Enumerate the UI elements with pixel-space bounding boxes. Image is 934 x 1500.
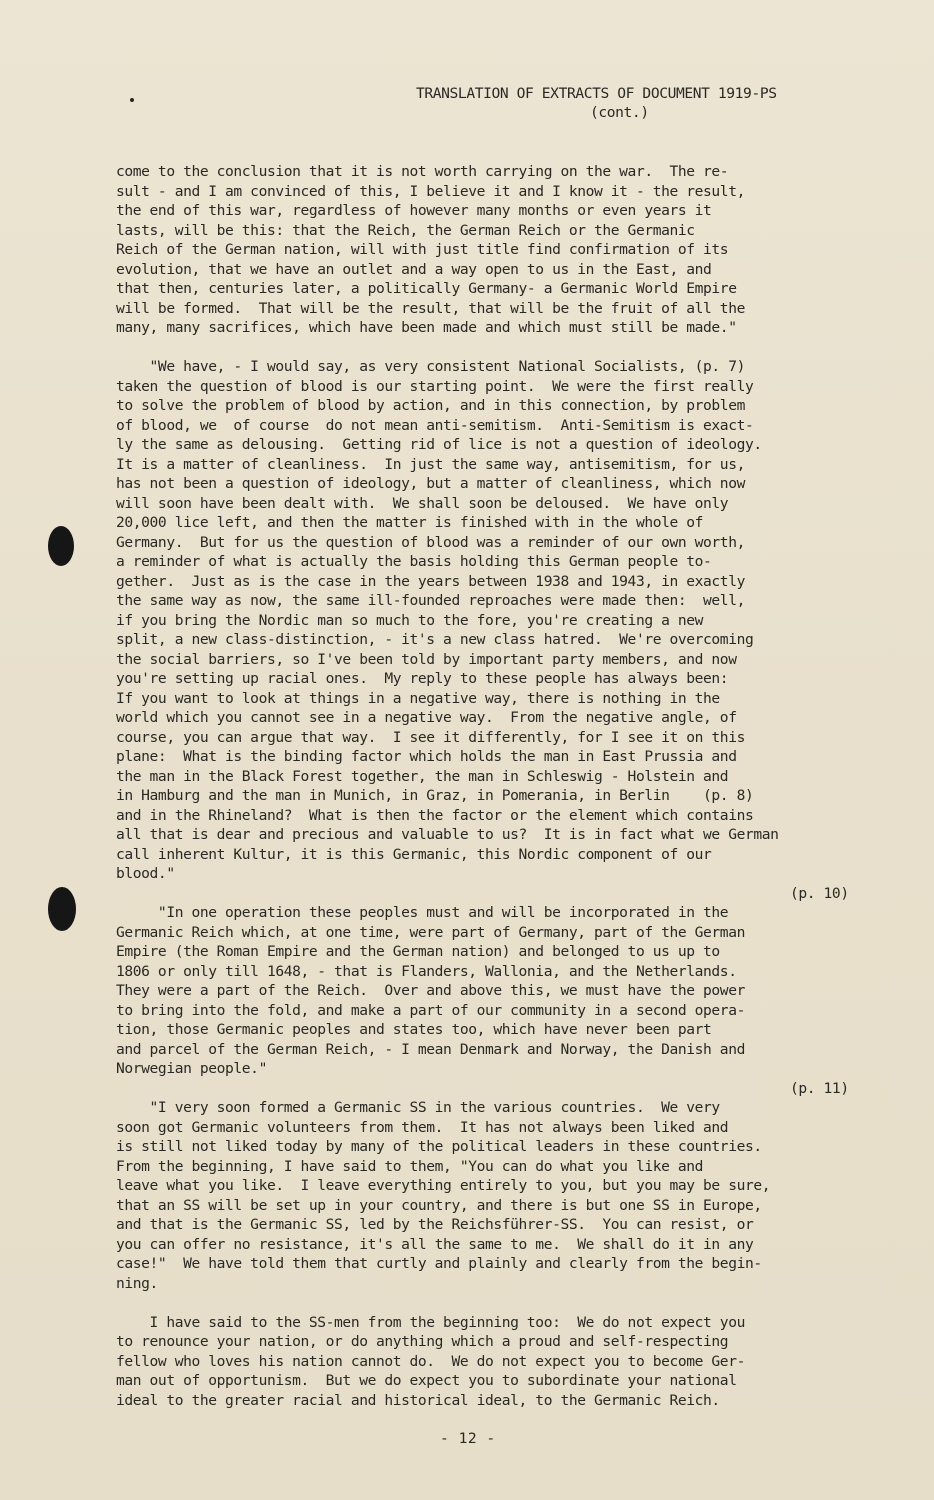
text-line: They were a part of the Reich. Over and above this, we must have the power [116, 982, 745, 999]
text-line: I have said to the SS-men from the beginning too: We do not expect you [116, 1313, 745, 1331]
text-line: lasts, will be this: that the Reich, the German Reich or the Germanic [116, 221, 695, 239]
text-line: the man in the Black Forest together, the man in Schleswig - Holstein and [116, 767, 729, 785]
text-line: ly the same as delousing. Getting rid of lice is not a question of ideology. [116, 436, 762, 453]
text-line: and parcel of the German Reich, - I mean Denmark and Norway, the Danish and [116, 1040, 745, 1058]
document-subtitle: (cont.) [590, 104, 649, 121]
text-line: will soon have been dealt with. We shall soon be deloused. We have only [116, 494, 729, 512]
text-line: if you bring the Nordic man so much to the fore, you're creating a new [116, 611, 704, 629]
text-line: to solve the problem of blood by action, and in this connection, by problem [116, 397, 745, 414]
text-line: blood." [116, 865, 175, 882]
text-line: to bring into the fold, and make a part of our community in a second opera- [116, 1001, 745, 1019]
text-line: and in the Rhineland? What is then the factor or the element which contains [116, 806, 754, 824]
text-line: has not been a question of ideology, but a matter of cleanliness, which now [116, 475, 745, 492]
text-line: Norwegian people." [116, 1060, 267, 1077]
text-line: tion, those Germanic peoples and states too, which have never been part [116, 1021, 712, 1038]
text-line: call inherent Kultur, it is this Germanic, this Nordic component of our [116, 845, 712, 863]
text-line: 1806 or only till 1648, - that is Flanders, Wallonia, and the Netherlands. [116, 962, 737, 980]
text-line: case!" We have told them that curtly and plainly and clearly from the begin- [116, 1255, 762, 1272]
paragraph-gap [116, 1293, 876, 1313]
page-number: - 12 - [440, 1430, 496, 1447]
text-line: "We have, - I would say, as very consistent National Socialists, (p. 7) [116, 358, 745, 375]
text-line: in Hamburg and the man in Munich, in Graz, in Pomerania, in Berlin (p. 8) [116, 787, 754, 804]
text-line: will be formed. That will be the result, that will be the fruit of all the [116, 299, 745, 317]
text-line: Germany. But for us the question of blood was a reminder of our own worth, [116, 533, 745, 551]
punch-hole [48, 887, 76, 931]
text-line: 20,000 lice left, and then the matter is finished with in the whole of [116, 514, 704, 531]
text-line: of blood, we of course do not mean anti-semitism. Anti-Semitism is exact- [116, 416, 754, 434]
text-line: the social barriers, so I've been told by important party members, and now [116, 650, 737, 668]
text-line: If you want to look at things in a negative way, there is nothing in the [116, 689, 720, 707]
text-line: come to the conclusion that it is not worth carrying on the war. The re- [116, 163, 729, 180]
text-line: the same way as now, the same ill-founded reproaches were made then: well, [116, 592, 745, 609]
text-line: world which you cannot see in a negative way. From the negative angle, of [116, 709, 737, 726]
text-line: you're setting up racial ones. My reply to these people has always been: [116, 670, 729, 687]
ink-speck [130, 98, 134, 102]
document-header [400, 84, 860, 122]
text-line: soon got Germanic volunteers from them. It has not always been liked and [116, 1118, 729, 1136]
text-line: gether. Just as is the case in the years between 1938 and 1943, in exactly [116, 572, 745, 590]
text-line: and that is the Germanic SS, led by the Reichsführer-SS. You can resist, or [116, 1216, 754, 1233]
text-line: to renounce your nation, or do anything which a proud and self-respecting [116, 1333, 729, 1350]
document-title: TRANSLATION OF EXTRACTS OF DOCUMENT 1919-PS [416, 85, 777, 102]
text-line: fellow who loves his nation cannot do. We do not expect you to become Ger- [116, 1352, 745, 1370]
text-line: the end of this war, regardless of however many months or even years it [116, 202, 712, 219]
text-line: It is a matter of cleanliness. In just the same way, antisemitism, for us, [116, 455, 745, 473]
text-line: man out of opportunism. But we do expect you to subordinate your national [116, 1372, 737, 1389]
text-line: Empire (the Roman Empire and the German nation) and belonged to us up to [116, 943, 720, 960]
text-line: that an SS will be set up in your country, and there is but one SS in Europe, [116, 1196, 762, 1214]
text-line: many, many sacrifices, which have been made and which must still be made." [116, 319, 737, 336]
text-line: sult - and I am convinced of this, I believe it and I know it - the result, [116, 182, 745, 200]
page-reference: (p. 11) [790, 1079, 849, 1097]
text-line: split, a new class-distinction, - it's a new class hatred. We're overcoming [116, 631, 754, 648]
page-reference: (p. 10) [790, 884, 849, 902]
text-line: "I very soon formed a Germanic SS in the various countries. We very [116, 1099, 720, 1116]
text-line: ning. [116, 1274, 158, 1292]
text-line: you can offer no resistance, it's all the same to me. We shall do it in any [116, 1235, 754, 1253]
text-line: leave what you like. I leave everything entirely to you, but you may be sure, [116, 1177, 771, 1194]
punch-hole [48, 526, 74, 566]
text-line: "In one operation these peoples must and will be incorporated in the [116, 904, 729, 921]
text-line: From the beginning, I have said to them, "You can do what you like and [116, 1157, 704, 1175]
text-line: a reminder of what is actually the basis holding this German people to- [116, 553, 712, 570]
text-line: all that is dear and precious and valuable to us? It is in fact what we German [116, 826, 779, 843]
paragraph-gap [116, 338, 876, 358]
text-line: taken the question of blood is our starting point. We were the first really [116, 377, 754, 395]
document-body [116, 162, 876, 1410]
text-line: plane: What is the binding factor which holds the man in East Prussia and [116, 748, 737, 765]
text-line: Reich of the German nation, will with just title find confirmation of its [116, 241, 729, 258]
text-line: evolution, that we have an outlet and a way open to us in the East, and [116, 260, 712, 278]
text-line: course, you can argue that way. I see it differently, for I see it on this [116, 728, 745, 746]
text-line: ideal to the greater racial and historical ideal, to the Germanic Reich. [116, 1391, 720, 1409]
text-line: Germanic Reich which, at one time, were part of Germany, part of the German [116, 923, 745, 941]
text-line: that then, centuries later, a politically Germany- a Germanic World Empire [116, 280, 737, 297]
text-line: is still not liked today by many of the political leaders in these countries. [116, 1138, 762, 1155]
